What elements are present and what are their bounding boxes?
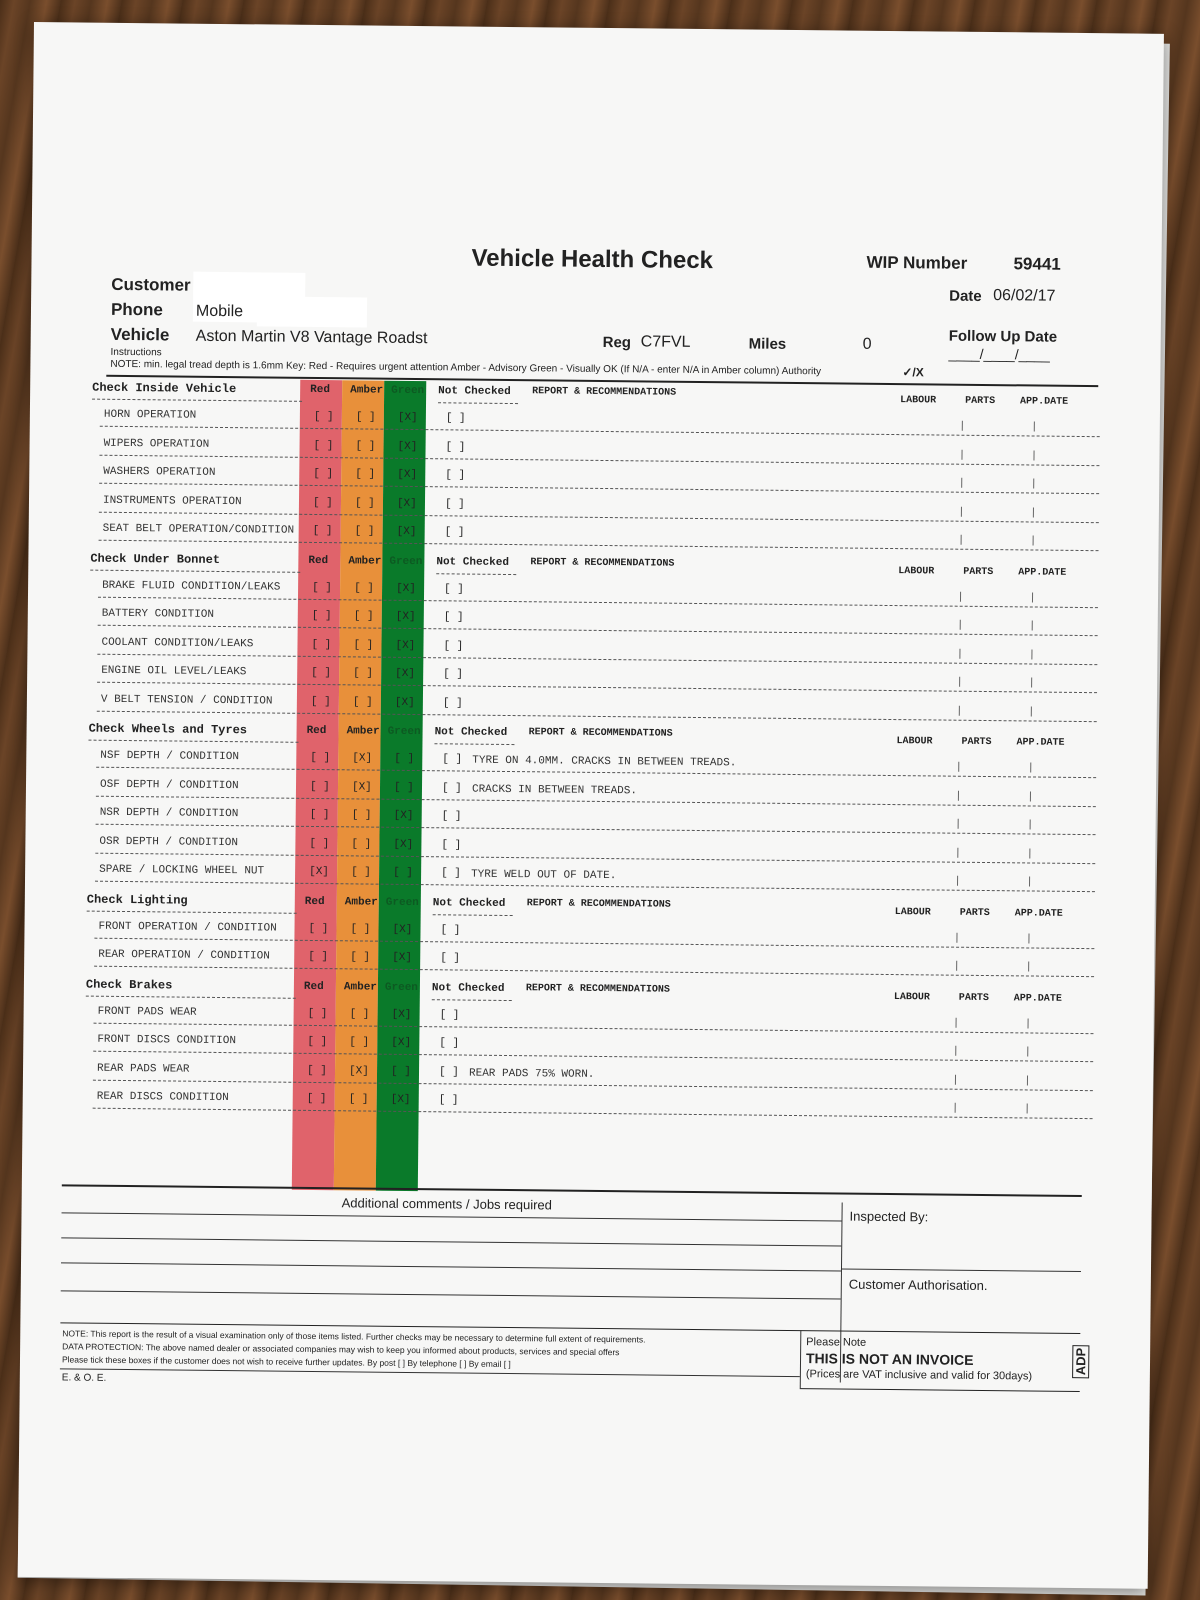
check-item-label: REAR DISCS CONDITION — [96, 1090, 229, 1105]
green-column-header: Green — [384, 981, 418, 994]
app-date-header: APP.DATE — [1020, 396, 1069, 408]
labour-parts-divider — [960, 591, 961, 601]
red-checkbox: [ ] — [312, 581, 332, 594]
data-protection-note: DATA PROTECTION: The above named dealer or associated companies may wish to keep you informed about products, services and special offers — [62, 1341, 620, 1358]
check-item-label: FRONT PADS WEAR — [97, 1005, 197, 1019]
row-rule — [99, 540, 1099, 551]
red-column-header: Red — [303, 980, 324, 993]
amber-checkbox: [ ] — [349, 1007, 370, 1021]
parts-date-divider — [1030, 791, 1031, 801]
green-checkbox: [X] — [393, 809, 414, 823]
amber-column-header: Amber — [343, 980, 377, 994]
phone-value: Mobile — [195, 302, 244, 321]
not-checked-underline — [438, 402, 518, 404]
green-checkbox: [ ] — [394, 752, 415, 766]
adp-logo: ADP — [1072, 1345, 1089, 1379]
amber-checkbox: [ ] — [352, 695, 373, 709]
amber-checkbox: [ ] — [350, 951, 371, 964]
labour-parts-divider — [960, 620, 961, 630]
report-header: REPORT & RECOMMENDATIONS — [532, 386, 677, 399]
red-checkbox: [ ] — [310, 695, 331, 708]
labour-header: LABOUR — [898, 565, 935, 577]
header-rule — [106, 375, 1098, 387]
check-item-label: COOLANT CONDITION/LEAKS — [101, 636, 254, 650]
red-checkbox: [ ] — [313, 410, 334, 424]
red-checkbox: [ ] — [311, 609, 332, 623]
parts-date-divider — [1027, 1075, 1028, 1085]
parts-date-divider — [1032, 620, 1033, 630]
instructions-label: Instructions — [110, 346, 162, 359]
amber-checkbox: [ ] — [351, 866, 371, 879]
not-checked-checkbox: [ ] — [444, 497, 465, 511]
row-rule — [99, 483, 1099, 494]
red-checkbox: [ ] — [312, 496, 333, 509]
section-title: Check Lighting — [86, 892, 188, 908]
check-item-label: OSF DEPTH / CONDITION — [99, 778, 239, 792]
red-checkbox: [ ] — [311, 666, 332, 680]
reg-value: C7FVL — [640, 333, 691, 351]
not-checked-checkbox: [ ] — [441, 810, 462, 823]
report-header: REPORT & RECOMMENDATIONS — [528, 727, 673, 740]
red-checkbox: [ ] — [309, 837, 330, 850]
check-item-label: REAR PADS WEAR — [96, 1062, 190, 1076]
amber-checkbox: [ ] — [351, 809, 372, 822]
row-rule — [96, 824, 1096, 835]
amber-checkbox: [ ] — [353, 610, 374, 623]
green-column-header: Green — [389, 555, 423, 568]
labour-parts-divider — [959, 705, 960, 715]
report-header: REPORT & RECOMMENDATIONS — [526, 897, 671, 911]
amber-checkbox: [ ] — [354, 525, 375, 538]
not-checked-checkbox: [ ] — [440, 923, 461, 937]
invoice-box-bottom-rule — [800, 1388, 1080, 1392]
amber-checkbox: [ ] — [353, 638, 374, 652]
check-item-label: ENGINE OIL LEVEL/LEAKS — [101, 664, 247, 679]
not-checked-checkbox: [ ] — [439, 1008, 460, 1022]
reg-label: Reg — [602, 333, 632, 352]
red-checkbox: [ ] — [306, 1064, 327, 1077]
amber-column-header: Amber — [348, 554, 382, 568]
labour-parts-divider — [956, 961, 957, 971]
not-checked-checkbox: [ ] — [442, 696, 463, 710]
green-checkbox: [X] — [397, 440, 418, 453]
red-checkbox: [ ] — [307, 1007, 328, 1020]
not-checked-checkbox: [ ] — [443, 668, 464, 681]
not-checked-checkbox: [ ] — [443, 611, 464, 624]
row-rule — [94, 937, 1094, 948]
not-checked-checkbox: [ ] — [445, 469, 466, 482]
labour-parts-divider — [959, 648, 960, 658]
app-date-header: APP.DATE — [1016, 737, 1065, 749]
not-checked-checkbox: [ ] — [444, 526, 465, 539]
red-column-header: Red — [310, 383, 331, 397]
green-checkbox: [X] — [396, 497, 417, 510]
not-checked-checkbox: [ ] — [441, 781, 462, 795]
labour-header: LABOUR — [893, 991, 930, 1003]
green-checkbox: [X] — [390, 1093, 411, 1107]
app-date-header: APP.DATE — [1014, 907, 1063, 920]
amber-checkbox: [X] — [351, 780, 372, 794]
green-checkbox: [X] — [392, 923, 413, 936]
green-checkbox: [ ] — [390, 1065, 411, 1078]
check-item-label: BATTERY CONDITION — [101, 607, 215, 621]
green-checkbox: [X] — [396, 525, 417, 539]
check-item-label: SEAT BELT OPERATION/CONDITION — [102, 522, 295, 537]
parts-date-divider — [1031, 706, 1032, 716]
not-checked-header: Not Checked — [431, 981, 505, 995]
phone-label: Phone — [110, 299, 164, 320]
miles-label: Miles — [748, 335, 787, 353]
labour-parts-divider — [955, 1046, 956, 1056]
app-date-header: APP.DATE — [1018, 566, 1067, 579]
row-rule — [93, 1079, 1093, 1090]
labour-header: LABOUR — [900, 395, 937, 407]
parts-date-divider — [1033, 450, 1034, 460]
check-item-label: REAR OPERATION / CONDITION — [98, 948, 270, 963]
red-column-header: Red — [304, 895, 325, 908]
report-text: TYRE WELD OUT OF DATE. — [471, 868, 617, 883]
green-checkbox: [X] — [392, 951, 413, 965]
row-rule — [99, 511, 1099, 522]
row-rule — [95, 852, 1095, 863]
red-checkbox: [ ] — [308, 922, 329, 935]
not-checked-checkbox: [ ] — [444, 582, 464, 596]
amber-checkbox: [X] — [348, 1064, 369, 1078]
not-checked-header: Not Checked — [432, 896, 506, 910]
amber-checkbox: [ ] — [349, 1036, 370, 1049]
parts-date-divider — [1027, 1046, 1028, 1056]
row-rule — [99, 454, 1099, 465]
row-rule — [100, 426, 1100, 437]
red-checkbox: [ ] — [310, 751, 331, 765]
labour-parts-divider — [961, 478, 962, 488]
row-rule — [93, 1051, 1093, 1062]
labour-header: LABOUR — [894, 906, 931, 918]
not-checked-checkbox: [ ] — [445, 412, 466, 425]
prices-note: (Prices are VAT inclusive and valid for 30days) — [805, 1368, 1033, 1383]
check-item-label: NSF DEPTH / CONDITION — [100, 749, 240, 764]
labour-parts-divider — [956, 1017, 957, 1027]
red-checkbox: [ ] — [308, 950, 329, 964]
tread-depth-note: NOTE: min. legal tread depth is 1.6mm Key: Red - Requires urgent attention Amber - Advisory Green - Visually OK (If N/A - enter N/A in Amber column) Authority — [110, 358, 822, 378]
green-column-header: Green — [387, 725, 421, 739]
inspected-by-label: Inspected By: — [849, 1208, 929, 1225]
section-title: Check Wheels and Tyres — [88, 721, 248, 738]
red-checkbox: [ ] — [307, 1035, 328, 1049]
not-checked-checkbox: [ ] — [438, 1065, 459, 1079]
row-rule — [97, 682, 1097, 693]
section-title-underline — [88, 740, 298, 743]
not-checked-checkbox: [ ] — [441, 838, 462, 852]
parts-date-divider — [1034, 421, 1035, 431]
parts-date-divider — [1033, 535, 1034, 545]
red-checkbox: [ ] — [306, 1092, 327, 1106]
row-rule — [95, 881, 1095, 892]
not-checked-checkbox: [ ] — [438, 1094, 459, 1107]
comment-line — [61, 1262, 841, 1271]
parts-date-divider — [1033, 507, 1034, 517]
amber-column-header: Amber — [350, 384, 384, 397]
contact-preferences-note: Please tick these boxes if the customer does not wish to receive further updates. By post [ ] By telephone [ ] By email [ ] — [61, 1354, 511, 1370]
authority-mark: ✓/X — [902, 365, 924, 380]
not-checked-underline — [433, 914, 513, 916]
customer-label: Customer — [111, 274, 191, 295]
green-checkbox: [X] — [395, 639, 416, 652]
section-title-underline — [92, 399, 302, 402]
amber-checkbox: [ ] — [348, 1093, 369, 1106]
follow-up-date-label: Follow Up Date — [948, 327, 1058, 346]
labour-parts-divider — [956, 932, 957, 942]
green-checkbox: [X] — [394, 696, 415, 709]
parts-date-divider — [1030, 819, 1031, 829]
labour-parts-divider — [961, 535, 962, 545]
labour-parts-divider — [955, 1103, 956, 1113]
not-checked-checkbox: [ ] — [440, 952, 461, 965]
labour-parts-divider — [955, 1074, 956, 1084]
row-rule — [98, 625, 1098, 636]
not-checked-checkbox: [ ] — [439, 1037, 460, 1050]
row-rule — [96, 795, 1096, 806]
footer-top-rule — [62, 1184, 1082, 1197]
green-checkbox: [ ] — [393, 866, 413, 880]
app-date-header: APP.DATE — [1013, 992, 1062, 1005]
follow-up-date-value: ____/____/____ — [948, 345, 1050, 363]
vehicle-value: Aston Martin V8 Vantage Roadst — [195, 327, 428, 348]
check-item-label: FRONT DISCS CONDITION — [97, 1033, 237, 1048]
parts-date-divider — [1031, 677, 1032, 687]
section-title: Check Brakes — [85, 977, 173, 993]
amber-checkbox: [ ] — [355, 468, 376, 481]
not-checked-checkbox: [ ] — [442, 753, 463, 766]
parts-date-divider — [1033, 478, 1034, 488]
signature-rule — [841, 1269, 1081, 1273]
labour-parts-divider — [958, 790, 959, 800]
check-item-label: NSR DEPTH / CONDITION — [99, 806, 239, 821]
redacted-phone-number — [257, 296, 367, 327]
row-rule — [98, 596, 1098, 607]
parts-date-divider — [1028, 1018, 1029, 1028]
labour-parts-divider — [957, 847, 958, 857]
customer-authorisation-label: Customer Authorisation. — [848, 1276, 988, 1294]
visual-exam-note: NOTE: This report is the result of a visual examination only of those items listed. Further checks may be necessary to determine full extent of requirements. — [62, 1328, 646, 1345]
labour-parts-divider — [957, 876, 958, 886]
please-note-label: Please Note — [806, 1336, 867, 1349]
amber-column-header: Amber — [346, 725, 380, 738]
row-rule — [94, 966, 1094, 977]
amber-checkbox: [ ] — [353, 667, 374, 680]
not-checked-underline — [436, 573, 516, 575]
section-title-underline — [87, 910, 297, 913]
parts-header: PARTS — [961, 736, 992, 749]
date-value: 06/02/17 — [993, 287, 1056, 305]
red-checkbox: [ ] — [312, 524, 333, 538]
green-checkbox: [X] — [391, 1036, 412, 1050]
amber-checkbox: [ ] — [355, 439, 376, 453]
check-item-label: BRAKE FLUID CONDITION/LEAKS — [102, 579, 281, 594]
miles-value: 0 — [862, 335, 872, 353]
not-invoice-notice: THIS IS NOT AN INVOICE — [805, 1350, 974, 1368]
labour-header: LABOUR — [896, 736, 933, 748]
report-text: TYRE ON 4.0MM. CRACKS IN BETWEEN TREADS. — [472, 754, 737, 770]
check-item-label: SPARE / LOCKING WHEEL NUT — [99, 863, 265, 878]
section-title: Check Under Bonnet — [90, 551, 221, 567]
parts-date-divider — [1030, 762, 1031, 772]
parts-header: PARTS — [958, 992, 989, 1004]
report-text: CRACKS IN BETWEEN TREADS. — [471, 783, 638, 797]
parts-date-divider — [1028, 933, 1029, 943]
check-item-label: OSR DEPTH / CONDITION — [99, 835, 239, 849]
amber-checkbox: [ ] — [351, 837, 372, 851]
amber-checkbox: [ ] — [354, 581, 374, 595]
green-checkbox: [X] — [395, 610, 416, 624]
additional-comments-label: Additional comments / Jobs required — [341, 1195, 553, 1213]
report-header: REPORT & RECOMMENDATIONS — [525, 982, 670, 996]
red-column-header: Red — [306, 724, 327, 738]
green-checkbox: [X] — [391, 1008, 412, 1021]
comment-line — [61, 1237, 841, 1246]
not-checked-checkbox: [ ] — [443, 639, 464, 653]
red-checkbox: [X] — [309, 865, 329, 879]
check-item-label: WASHERS OPERATION — [103, 465, 216, 479]
labour-parts-divider — [961, 449, 962, 459]
eoe-text: E. & O. E. — [61, 1372, 107, 1384]
report-text: REAR PADS 75% WORN. — [468, 1067, 595, 1081]
parts-date-divider — [1029, 876, 1030, 886]
wip-number-value: 59441 — [1013, 254, 1061, 274]
check-item-label: WIPERS OPERATION — [103, 437, 210, 451]
vehicle-label: Vehicle — [110, 324, 170, 345]
red-checkbox: [ ] — [311, 638, 332, 651]
section-title: Check Inside Vehicle — [92, 380, 237, 397]
labour-parts-divider — [958, 819, 959, 829]
parts-header: PARTS — [963, 566, 994, 578]
not-checked-header: Not Checked — [438, 385, 511, 399]
not-checked-header: Not Checked — [434, 726, 508, 739]
not-checked-checkbox: [ ] — [445, 440, 466, 454]
not-checked-underline — [434, 743, 514, 745]
row-rule — [94, 1022, 1094, 1033]
green-checkbox: [ ] — [393, 781, 414, 794]
comment-line — [62, 1212, 842, 1221]
not-checked-checkbox: [ ] — [441, 867, 461, 880]
row-rule — [96, 767, 1096, 778]
green-checkbox: [X] — [397, 468, 418, 482]
labour-parts-divider — [962, 421, 963, 431]
check-item-label: V BELT TENSION / CONDITION — [100, 693, 273, 708]
amber-column-header: Amber — [344, 895, 378, 909]
amber-checkbox: [ ] — [350, 922, 371, 936]
red-column-header: Red — [308, 554, 329, 567]
green-checkbox: [X] — [397, 411, 418, 425]
red-checkbox: [ ] — [309, 780, 330, 793]
parts-date-divider — [1029, 848, 1030, 858]
section-title-underline — [86, 995, 296, 998]
red-checkbox: [ ] — [309, 808, 330, 822]
red-checkbox: [ ] — [313, 439, 334, 452]
parts-header: PARTS — [965, 395, 996, 408]
green-checkbox: [X] — [395, 667, 416, 681]
report-header: REPORT & RECOMMENDATIONS — [530, 556, 675, 570]
check-item-label: INSTRUMENTS OPERATION — [102, 494, 242, 508]
comment-line — [61, 1290, 841, 1299]
parts-header: PARTS — [959, 907, 990, 919]
form-title: Vehicle Health Check — [471, 244, 714, 275]
row-rule — [97, 653, 1097, 664]
amber-checkbox: [X] — [352, 752, 373, 765]
green-column-header: Green — [391, 384, 425, 398]
check-item-label: FRONT OPERATION / CONDITION — [98, 920, 277, 935]
parts-date-divider — [1027, 1103, 1028, 1113]
green-checkbox: [X] — [396, 582, 416, 595]
green-column-header: Green — [385, 896, 419, 909]
check-item-label: HORN OPERATION — [103, 408, 197, 422]
red-checkbox: [ ] — [313, 467, 334, 481]
section-title-underline — [90, 569, 300, 572]
wip-number-label: WIP Number — [866, 252, 968, 273]
parts-date-divider — [1028, 961, 1029, 971]
not-checked-header: Not Checked — [436, 555, 510, 569]
labour-parts-divider — [958, 762, 959, 772]
labour-parts-divider — [961, 506, 962, 516]
not-checked-underline — [432, 999, 512, 1001]
date-label: Date — [949, 287, 982, 305]
parts-date-divider — [1032, 592, 1033, 602]
row-rule — [93, 1108, 1093, 1119]
parts-date-divider — [1031, 649, 1032, 659]
amber-checkbox: [ ] — [355, 411, 376, 424]
amber-checkbox: [ ] — [354, 496, 375, 510]
green-checkbox: [X] — [393, 838, 414, 851]
row-rule — [97, 710, 1097, 721]
labour-parts-divider — [959, 677, 960, 687]
health-check-form — [18, 22, 1164, 1589]
